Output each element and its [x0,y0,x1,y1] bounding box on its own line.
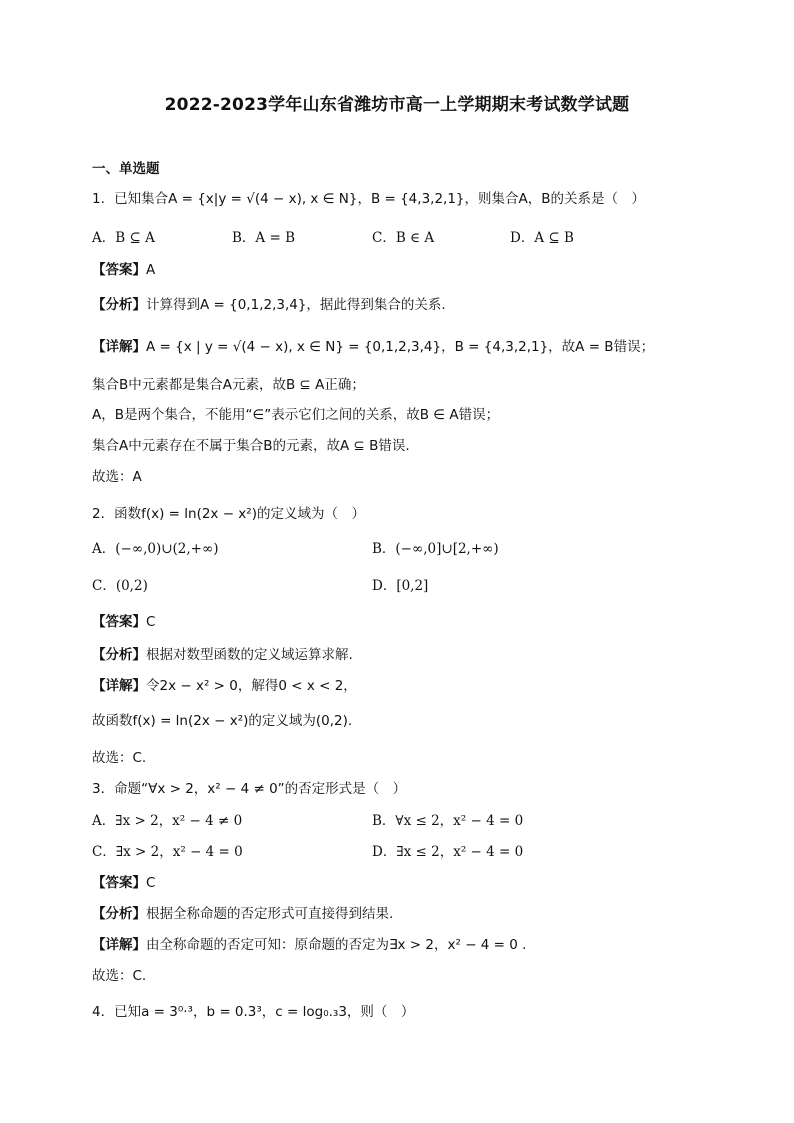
q3-answer [92,874,155,892]
detail-tag: 【详解】 [92,678,146,694]
q1-option-a: A．B ⊆ A [92,230,155,246]
section-heading: 一、单选题 [92,161,160,177]
detail-text: A = {x | y = √(4 − x), x ∈ N} = {0,1,2,3,4}，B = {4,3,2,1}，故A = B错误； [146,339,655,355]
q1-analysis [92,296,446,314]
q1-option-c: C．B ∈ A [372,230,435,246]
q3-option-c: C．∃x > 2，x² − 4 = 0 [92,844,243,860]
analysis-tag: 【分析】 [92,906,146,922]
q3-choose: 故选：C. [92,968,147,984]
q1-explanation-line: A，B是两个集合，不能用“∈”表示它们之间的关系，故B ∈ A错误； [92,407,500,423]
question-3-stem: 3．命题“∀x > 2，x² − 4 ≠ 0”的否定形式是（ ） [92,781,407,797]
analysis-text: 根据全称命题的否定形式可直接得到结果. [146,906,394,922]
q1-option-b: B．A = B [232,230,295,246]
q3-option-a: A．∃x > 2，x² − 4 ≠ 0 [92,813,243,829]
q1-detail [92,338,654,356]
page-title: 2022-2023学年山东省潍坊市高一上学期期末考试数学试题 [164,95,630,115]
analysis-text: 根据对数型函数的定义域运算求解. [146,647,353,663]
q1-explanation-line: 集合B中元素都是集合A元素，故B ⊆ A正确； [92,377,365,393]
answer-tag: 【答案】 [92,614,146,630]
answer-value: C [146,875,156,891]
detail-tag: 【详解】 [92,937,146,953]
detail-tag: 【详解】 [92,339,146,355]
q3-option-b: B．∀x ≤ 2，x² − 4 = 0 [372,813,524,829]
q3-analysis [92,905,393,923]
question-2-stem: 2．函数f(x) = ln(2x − x²)的定义域为（ ） [92,506,365,522]
answer-tag: 【答案】 [92,262,146,278]
analysis-text: 计算得到A = {0,1,2,3,4}，据此得到集合的关系. [146,297,446,313]
q2-analysis [92,646,353,664]
q2-choose: 故选：C. [92,750,147,766]
analysis-tag: 【分析】 [92,297,146,313]
q1-choose: 故选：A [92,469,142,485]
q1-option-d: D．A ⊆ B [510,230,574,246]
detail-text: 由全称命题的否定可知：原命题的否定为∃x > 2，x² − 4 = 0 . [146,937,527,953]
answer-value: A [146,262,156,278]
q1-explanation-line: 集合A中元素存在不属于集合B的元素，故A ⊆ B错误. [92,438,410,454]
question-4-stem: 4．已知a = 3⁰·³，b = 0.3³，c = log₀.₃3，则（ ） [92,1004,415,1020]
q1-answer [92,261,155,279]
q2-option-b: B．(−∞,0]∪[2,+∞) [372,541,499,557]
q2-explanation-line: 故函数f(x) = ln(2x − x²)的定义域为(0,2). [92,713,353,729]
q2-option-a: A．(−∞,0)∪(2,+∞) [92,541,219,557]
q3-detail [92,936,526,954]
q2-answer [92,613,155,631]
answer-value: C [146,614,156,630]
analysis-tag: 【分析】 [92,647,146,663]
q3-option-d: D．∃x ≤ 2，x² − 4 = 0 [372,844,524,860]
question-1-stem: 1．已知集合A = {x|y = √(4 − x), x ∈ N}，B = {4,3,2,1}，则集合A，B的关系是（ ） [92,191,645,207]
q2-option-d: D．[0,2] [372,578,429,594]
q2-detail [92,677,357,695]
detail-text: 令2x − x² > 0，解得0 < x < 2， [146,678,357,694]
answer-tag: 【答案】 [92,875,146,891]
q2-option-c: C．(0,2) [92,578,148,594]
